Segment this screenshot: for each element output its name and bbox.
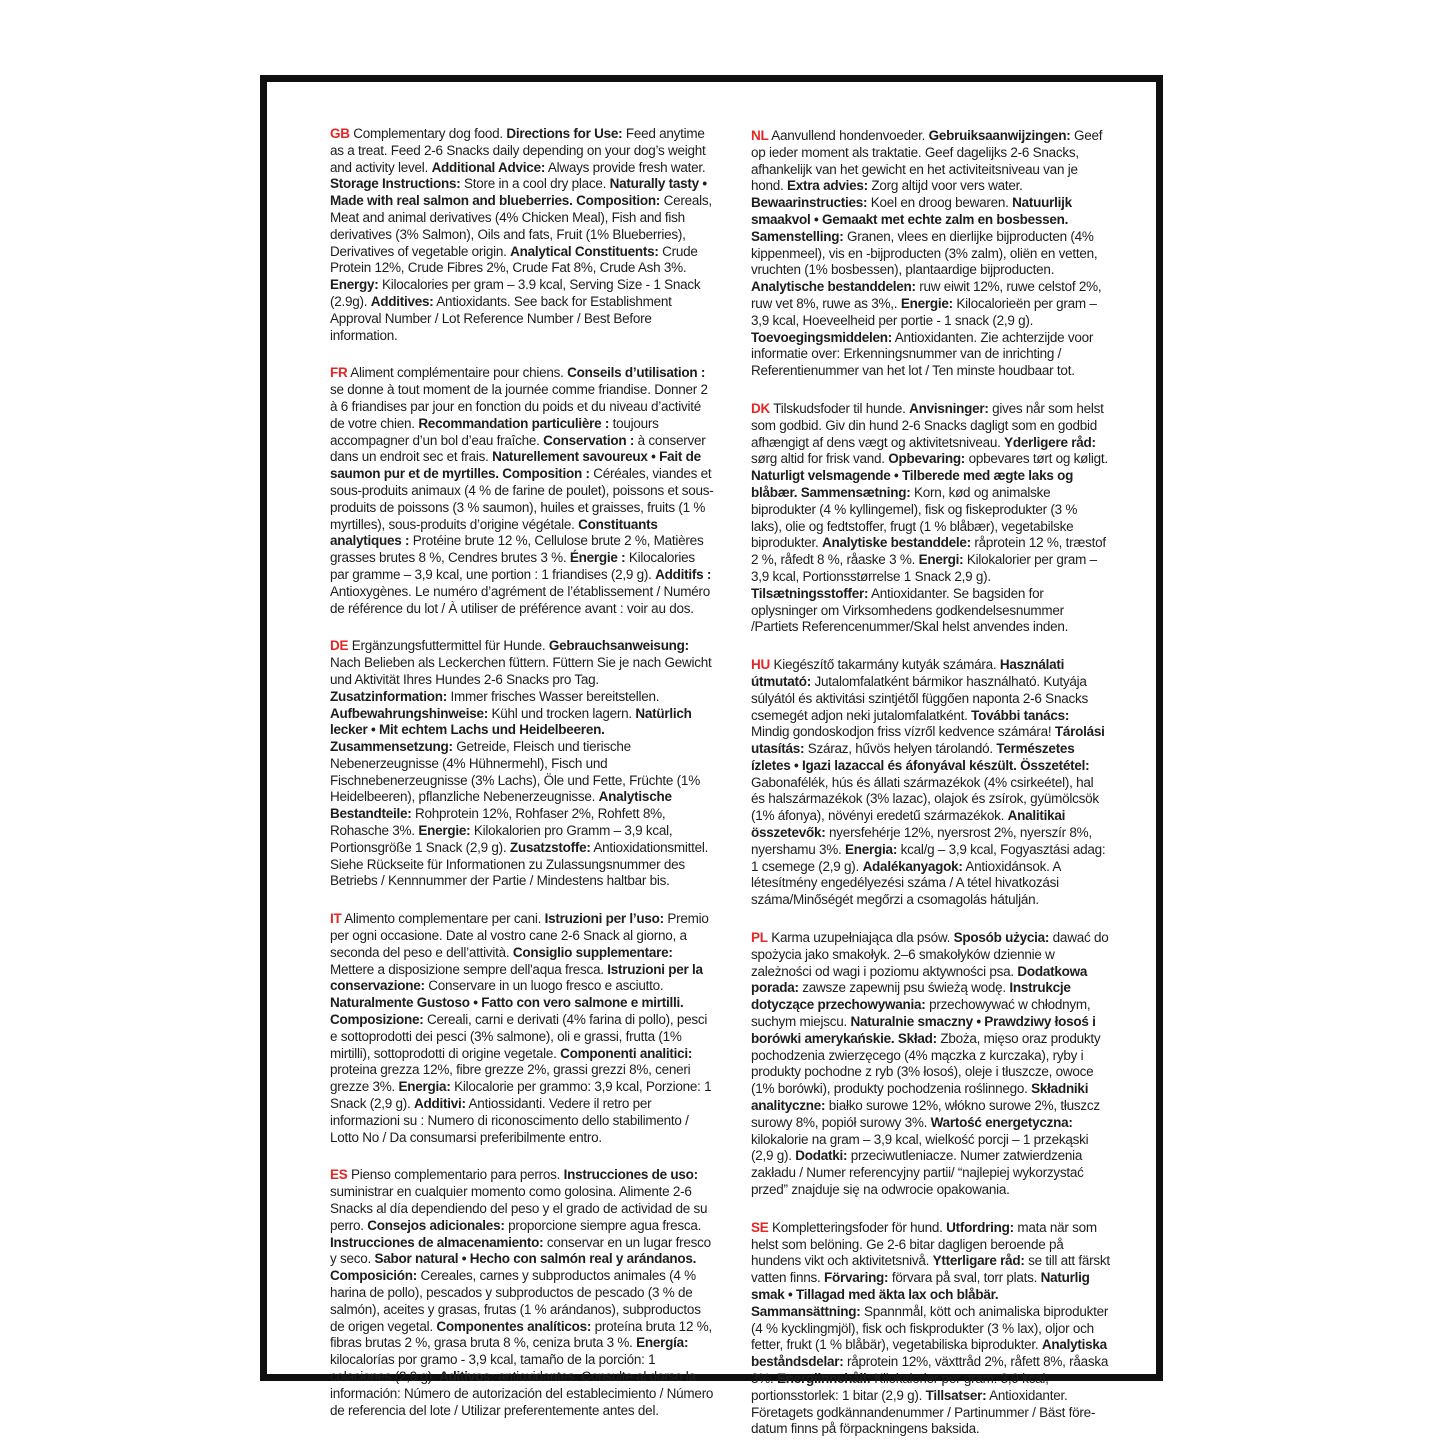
section-heading-text: Adalékanyagok: bbox=[862, 858, 963, 874]
section-body-text: Antioxygènes. Le numéro d’agrément de l’établissement / Numéro de référence du lot / À utiliser de préférence avant : voir au dos. bbox=[330, 583, 710, 616]
section-heading-text: Energi: bbox=[918, 552, 964, 568]
section-heading-text: Zusatzstoffe: bbox=[509, 839, 591, 855]
lang-code-es: ES bbox=[330, 1167, 348, 1183]
section-heading-text: Zusatzinformation: bbox=[330, 688, 447, 704]
section-heading-text: Tilsætningsstoffer: bbox=[751, 585, 869, 601]
section-body-text: mata när som helst som belöning. Ge 2-6 bitar dagligen beroende på hundens vikt och aktivitetsnivå. bbox=[751, 1219, 1097, 1269]
section-body-text: Koel en droog bewaren. bbox=[867, 195, 1013, 211]
section-body-text: Premio per ogni occasione. Date al vostro cane 2-6 Snack al giorno, a seconda del peso e dell’attività. bbox=[330, 911, 709, 960]
lang-section-hu bbox=[751, 657, 1110, 909]
lang-section-de bbox=[330, 638, 716, 890]
section-heading-text: Energia: bbox=[845, 841, 898, 857]
section-heading-text: Natürlich lecker • Mit echtem Lachs und Heidelbeeren. Zusammensetzung: bbox=[330, 705, 692, 755]
section-heading-text: Additifs : bbox=[655, 566, 712, 582]
section-heading-text: Składniki analityczne: bbox=[751, 1081, 1089, 1114]
lang-section-dk bbox=[751, 401, 1110, 636]
lang-section-pl bbox=[751, 930, 1110, 1199]
section-body-text: antioxidantes. Consulte al dorso la información: Número de autorización del establecimiento / Número de referencia del lote / Utilizar preferentemente antes del. bbox=[330, 1368, 714, 1418]
section-body-text: Spannmål, kött och animaliska biprodukter (4 % kycklingmjöl), fisk och fiskprodukter (3 % lax), oljor och fetter, frukt (1 % blåbär), vegetabiliska biprodukter. bbox=[751, 1303, 1109, 1353]
section-body-text: Alimento complementare per cani. bbox=[344, 911, 545, 927]
section-body-text: à conserver dans un endroit sec et frais. bbox=[330, 432, 706, 465]
section-heading-text: Storage Instructions: bbox=[330, 176, 461, 192]
section-heading-text: Analitikai összetevők: bbox=[751, 808, 1066, 841]
section-body-text: Always provide fresh water. bbox=[545, 159, 706, 175]
section-heading-text: Naturalmente Gustoso • Fatto con vero salmone e mirtilli. Composizione: bbox=[330, 995, 684, 1028]
section-body-text: Antioxidanter. Företagets godkännandenummer / Partinummer / Bäst före-datum finns på förpackningens baksida. bbox=[751, 1387, 1096, 1437]
section-body-text: przechowywać w chłodnym, suchym miejscu. bbox=[751, 997, 1091, 1030]
section-heading-text: Dodatki: bbox=[795, 1148, 848, 1164]
section-heading-text: Energie: bbox=[900, 295, 953, 311]
section-body-text: Kiegészítő takarmány kutyák számára. bbox=[773, 657, 1000, 673]
section-body-text: zawsze zapewnij psu świeżą wodę. bbox=[798, 980, 1010, 996]
section-heading-text: Yderligere råd: bbox=[1004, 434, 1096, 450]
section-heading-text: Analytische bestanddelen: bbox=[751, 279, 916, 295]
section-heading-text: Természetes ízletes • Igazi lazaccal és áfonyával készült. Összetétel: bbox=[751, 741, 1090, 773]
section-body-text: Granen, vlees en dierlijke bijproducten (4% kippenmeel), vis en -bijproducten (3% zalm), oliën en vetten, vruchten (1% bosbessen), plantaardige bijproducten. bbox=[751, 228, 1098, 278]
section-heading-text: Energía: bbox=[636, 1335, 689, 1351]
section-heading-text: Componenti analitici: bbox=[560, 1045, 693, 1061]
section-body-text: Kilocalories par gramme – 3,9 kcal, une portion : 1 friandises (2,9 g). bbox=[330, 550, 695, 582]
section-body-text: ruw eiwit 12%, ruwe celstof 2%, ruw vet 8%, ruwe as 3%,. bbox=[751, 279, 1102, 311]
section-body-text: sørg altid for frisk vand. bbox=[751, 451, 889, 467]
section-body-text: Cereali, carni e derivati (4% farina di pollo), pesci e sottoprodotti dei pesci (3% salmone), oli e grassi, frutta (1% mirtilli), sottoprodotti di origine vegetale. bbox=[330, 1012, 708, 1061]
lang-code-fr: FR bbox=[330, 365, 348, 381]
section-heading-text: Componentes analíticos: bbox=[436, 1318, 592, 1334]
section-heading-text: Analytische Bestandteile: bbox=[330, 789, 672, 822]
section-body-text: Száraz, hűvös helyen tárolandó. bbox=[804, 741, 997, 757]
section-heading-text: Recommandation particulière : bbox=[418, 415, 610, 431]
section-heading-text: Naturellement savoureux • Fait de saumon pur et de myrtilles. Composition : bbox=[330, 449, 701, 482]
section-body-text: Pienso complementario para perros. bbox=[351, 1167, 564, 1183]
section-body-text: Kilocalorieën per gram – 3,9 kcal, Hoeveelheid per portie - 1 snack (2,9 g). bbox=[751, 295, 1097, 328]
section-body-text: Kilocalorie per grammo: 3,9 kcal, Porzione: 1 Snack (2,9 g). bbox=[330, 1079, 712, 1112]
section-heading-text: Conservation : bbox=[543, 432, 635, 448]
section-heading-text: Instrucciones de almacenamiento: bbox=[330, 1234, 544, 1250]
section-heading-text: Naturalnie smaczny • Prawdziwy łosoś i borówki amerykańskie. Skład: bbox=[751, 1014, 1096, 1046]
section-body-text: Antioxidationsmittel. Siehe Rückseite für Informationen zu Zulassungsnummer des Betriebs / Kennnummer der Partie / Mindestens haltbar bis. bbox=[330, 839, 709, 889]
section-heading-text: Analytical Constituents: bbox=[510, 243, 659, 259]
section-body-text: kilocalorías por gramo - 3,9 kcal, tamaño de la porción: 1 colaciones (2,9 g). bbox=[330, 1352, 656, 1384]
section-heading-text: Énergie : bbox=[569, 550, 626, 566]
section-body-text: Geef op ieder moment als traktatie. Geef dagelijks 2-6 Snacks, afhankelijk van het gewicht en het activiteitsniveau van je hond. bbox=[751, 128, 1103, 194]
section-heading-text: Energia: bbox=[398, 1079, 451, 1095]
section-body-text: Ergänzungsfuttermittel für Hunde. bbox=[351, 638, 549, 654]
section-body-text: Gabonafélék, hús és állati származékok (4% csirkeétel), hal és halszármazékok (3% lazac), olajok és zsírok, gyümölcsök (1% áfonya), növényi eredetű származékok. bbox=[751, 774, 1099, 824]
section-body-text: kilokalorie na gram – 3,9 kcal, wielkość porcji – 1 przekąski (2,9 g). bbox=[751, 1131, 1089, 1164]
section-body-text: toujours accompagner d’un bol d’eau fraîche. bbox=[330, 415, 659, 448]
lang-section-fr bbox=[330, 365, 716, 617]
section-heading-text: Aufbewahrungshinweise: bbox=[330, 705, 489, 721]
section-body-text: Céréales, viandes et sous-produits animaux (4 % de farine de poulet), poissons et sous-produits de poissons (3 % saumon), huiles et graisses, fruits (1 % myrtilles), sous-produits d’origine végétale. bbox=[330, 466, 714, 532]
section-body-text: råprotein 12%, växttråd 2%, råfett 8%, råaska 3%. bbox=[751, 1354, 1109, 1386]
section-heading-text: Wartość energetyczna: bbox=[930, 1114, 1073, 1130]
section-body-text: Kilokalorier per gram: 3,9 kcal, portionsstorlek: 1 bitar (2,9 g). bbox=[751, 1370, 1049, 1403]
lang-code-nl: NL bbox=[751, 128, 769, 143]
right-column bbox=[751, 128, 1110, 1445]
section-body-text: förvara på sval, torr plats. bbox=[888, 1270, 1041, 1286]
section-body-text: Kilokalorien pro Gramm – 3,9 kcal, Portionsgröße 1 Snack (2,9 g). bbox=[330, 823, 673, 855]
section-body-text: proteína bruta 12 %, fibras brutas 2 %, grasa bruta 8 %, ceniza bruta 3 %. bbox=[330, 1318, 712, 1351]
section-heading-text: Instrukcje dotyczące przechowywania: bbox=[751, 980, 1071, 1013]
section-body-text: Aliment complémentaire pour chiens. bbox=[350, 365, 568, 381]
section-heading-text: Analytiska beståndsdelar: bbox=[751, 1337, 1107, 1370]
section-heading-text: Használati útmutató: bbox=[751, 657, 1065, 689]
section-body-text: Zboża, mięso oraz produkty pochodzenia zwierzęcego (4% mączka z kurczaka), ryby i produkty pochodne z ryb (3% łosoś), oleje i tłuszcze, owoce (1% borówki), produkty pochodzenia roślinnego. bbox=[751, 1030, 1101, 1097]
section-body-text: Store in a cool dry place. bbox=[460, 176, 610, 192]
section-heading-text: További tanács: bbox=[971, 707, 1070, 723]
section-body-text: Jutalomfalatként bármikor használható. Kutyája súlyától és aktivitási szintjétől függően naponta 2-6 Snacks csemegét adjon neki jutalomfalatként. bbox=[751, 673, 1088, 723]
section-heading-text: Consiglio supplementare: bbox=[512, 944, 673, 960]
lang-code-dk: DK bbox=[751, 400, 770, 416]
section-heading-text: Opbevaring: bbox=[888, 451, 966, 467]
section-heading-text: Analytiske bestanddele: bbox=[822, 535, 971, 551]
section-heading-text: Naturlig smak • Tillagad med äkta lax och blåbär. Sammansättning: bbox=[751, 1270, 1090, 1319]
section-body-text: Getreide, Fleisch und tierische Nebenerzeugnisse (4% Hühnermehl), Fisch und Fischnebenerzeugnisse (3% Lachs), Öle und Fette, Früchte (1% Heidelbeeren), pflanzliche Nebenerzeugnisse. bbox=[330, 739, 700, 805]
section-body-text: Antioxidants. See back for Establishment Approval Number / Lot Reference Number / Best Before information. bbox=[330, 293, 672, 343]
lang-code-de: DE bbox=[330, 638, 349, 654]
lang-code-it: IT bbox=[330, 911, 342, 927]
section-body-text: Zorg altijd voor vers water. bbox=[867, 178, 1023, 194]
section-body-text: kcal/g – 3,9 kcal, Fogyasztási adag: 1 csemege (2,9 g). bbox=[751, 841, 1106, 874]
section-body-text: Antioxidanter. Se bagsiden for oplysninger om Virksomhedens godkendelsesnummer /Partiets Referencenummer/Skal helst anvendes inden. bbox=[751, 585, 1069, 635]
lang-section-es bbox=[330, 1167, 716, 1419]
section-body-text: dawać do spożycia jako smakołyk. 2–6 smakołyków dziennie w zależności od wagi i poziomu aktywności psa. bbox=[751, 930, 1109, 979]
section-body-text: Korn, kød og animalske biprodukter (4 % kyllingemel), fisk og fiskeprodukter (3 % laks), olie og fedtstoffer, frugt (1 % blåbær), vegetabilske biprodukter. bbox=[751, 484, 1078, 551]
section-heading-text: Gebrauchsanweisung: bbox=[548, 638, 689, 654]
section-body-text: Mettere a disposizione sempre dell'aqua fresca. bbox=[330, 961, 608, 977]
lang-code-hu: HU bbox=[751, 657, 770, 673]
section-heading-text: Bewaarinstructies: bbox=[751, 195, 868, 211]
section-heading-text: Naturligt velsmagende • Tilberede med ægte laks og blåbær. Sammensætning: bbox=[751, 468, 1074, 500]
section-body-text: Protéine brute 12 %, Cellulose brute 2 %, Matières grasses brutes 8 %, Cendres brutes 3 %. bbox=[330, 533, 704, 566]
section-heading-text: Energiinnehåll: bbox=[777, 1370, 871, 1386]
section-body-text: Rohprotein 12%, Rohfaser 2%, Rohfett 8%, Rohasche 3%. bbox=[330, 806, 666, 839]
section-heading-text: Instrucciones de uso: bbox=[563, 1167, 698, 1183]
section-heading-text: Sposób użycia: bbox=[953, 930, 1050, 946]
section-heading-text: Consejos adicionales: bbox=[367, 1217, 505, 1233]
section-body-text: Crude Protein 12%, Crude Fibres 2%, Crude Fat 8%, Crude Ash 3%. bbox=[330, 243, 698, 276]
section-heading-text: Dodatkowa porada: bbox=[751, 963, 1088, 996]
section-heading-text: Natuurlijk smaakvol • Gemaakt met echte zalm en bosbessen. Samenstelling: bbox=[751, 195, 1072, 244]
section-body-text: Kilokalorier per gram – 3,9 kcal, Portionsstørrelse 1 Snack 2,9 g). bbox=[751, 552, 1097, 584]
section-heading-text: Gebruiksaanwijzingen: bbox=[928, 128, 1071, 143]
section-body-text: przeciwutleniacze. Numer zatwierdzenia zakładu / Numer referencyjny partii/ “najlepiej wykorzystać przed” znajduje się na odwrocie opakowania. bbox=[751, 1148, 1084, 1198]
section-body-text: nyersfehérje 12%, nyersrost 2%, nyerszír 8%, nyershamu 3%. bbox=[751, 825, 1092, 857]
left-column bbox=[330, 126, 716, 1440]
section-heading-text: Toevoegingsmiddelen: bbox=[751, 329, 893, 345]
section-heading-text: Additional Advice: bbox=[431, 159, 546, 175]
section-body-text: proteina grezza 12%, fibre grezze 2%, grassi grezzi 8%, ceneri grezze 3%. bbox=[330, 1062, 691, 1095]
section-heading-text: Additivi: bbox=[414, 1096, 466, 1112]
section-heading-text: Istruzioni per la conservazione: bbox=[330, 961, 703, 994]
section-body-text: Tilskudsfoder til hunde. bbox=[773, 400, 910, 416]
section-body-text: se till att färskt vatten finns. bbox=[751, 1253, 1110, 1286]
section-body-text: gives når som helst som godbid. Giv din hund 2-6 Snacks dagligt som en godbid afhængigt af dens vægt og aktivitetsniveau. bbox=[751, 400, 1104, 450]
lang-section-gb bbox=[330, 126, 716, 344]
section-body-text: Antioxidánsok. A létesítmény engedélyezési száma / A tétel hivatkozási száma/Minőségét megőrzi a csomagolás hátulján. bbox=[751, 858, 1061, 908]
section-body-text: Complementary dog food. bbox=[353, 126, 507, 141]
section-body-text: Cereals, Meat and animal derivatives (4% Chicken Meal), Fish and fish derivatives (3% Salmon), Oils and fats, Fruit (1% Blueberries), Derivatives of vegetable origin. bbox=[330, 193, 712, 259]
section-heading-text: Sabor natural • Hecho con salmón real y arándanos. Composición: bbox=[330, 1251, 697, 1284]
section-body-text: Cereales, carnes y subproductos animales (4 % harina de pollo), pescados y subproductos de pescado (3 % de salmón), aceites y grasas, frutas (1 % arándanos), subproductos de origen vegetal. bbox=[330, 1268, 701, 1334]
section-heading-text: Aditivos: bbox=[439, 1368, 495, 1384]
section-body-text: råprotein 12 %, træstof 2 %, råfedt 8 %, råaske 3 %. bbox=[751, 535, 1106, 568]
section-heading-text: Energie: bbox=[418, 823, 471, 839]
section-body-text: Kühl und trocken lagern. bbox=[488, 705, 636, 721]
section-body-text: Mindig gondoskodjon friss vízről kedvence számára! bbox=[751, 724, 1055, 740]
lang-section-se bbox=[751, 1220, 1110, 1438]
section-heading-text: Constituants analytiques : bbox=[330, 516, 658, 549]
section-heading-text: Anvisninger: bbox=[909, 400, 989, 416]
lang-code-gb: GB bbox=[330, 126, 350, 141]
section-body-text: Immer frisches Wasser bereitstellen. bbox=[447, 688, 660, 704]
section-heading-text: Ytterligare råd: bbox=[932, 1253, 1025, 1269]
section-heading-text: Additives: bbox=[370, 293, 434, 309]
section-body-text: Antioxidanten. Zie achterzijde voor informatie over: Erkenningsnummer van de inrichting / Referentienummer van het lot / Ten minste houdbaar tot. bbox=[751, 329, 1094, 379]
section-body-text: Aanvullend hondenvoeder. bbox=[771, 128, 929, 143]
lang-code-se: SE bbox=[751, 1219, 769, 1235]
section-heading-text: Energy: bbox=[330, 277, 379, 293]
section-heading-text: Förvaring: bbox=[824, 1270, 889, 1286]
section-body-text: opbevares tørt og køligt. bbox=[965, 451, 1108, 467]
section-body-text: suministrar en cualquier momento como golosina. Alimente 2-6 Snacks al día dependiendo del peso y el grado de actividad de su perro. bbox=[330, 1184, 708, 1233]
section-body-text: Nach Belieben als Leckerchen füttern. Füttern Sie je nach Gewicht und Aktivität Ihres Hundes 2-6 Snacks pro Tag. bbox=[330, 655, 712, 687]
section-heading-text: Conseils d’utilisation : bbox=[567, 365, 706, 381]
section-body-text: Antiossidanti. Vedere il retro per informazioni su : Numero di riconoscimento dello stabilimento / Lotto No / Da consumarsi preferibilmente entro. bbox=[330, 1096, 689, 1145]
section-heading-text: Tillsatser: bbox=[925, 1387, 987, 1403]
section-heading-text: Utfordring: bbox=[946, 1219, 1014, 1235]
section-body-text: se donne à tout moment de la journée comme friandise. Donner 2 à 6 friandises par jour en fonction du poids et du niveau d’activité de votre chien. bbox=[330, 382, 708, 431]
lang-section-nl bbox=[751, 128, 1110, 380]
lang-section-it bbox=[330, 911, 716, 1146]
section-body-text: conservar en un lugar fresco y seco. bbox=[330, 1234, 711, 1267]
section-body-text: proporcione siempre agua fresca. bbox=[504, 1217, 702, 1233]
section-body-text: Conservare in un luogo fresco e asciutto. bbox=[424, 978, 664, 994]
section-body-text: Karma uzupełniająca dla psów. bbox=[771, 930, 954, 946]
section-heading-text: Naturally tasty • Made with real salmon and blueberries. Composition: bbox=[330, 176, 707, 209]
section-body-text: Kompletteringsfoder för hund. bbox=[772, 1219, 947, 1235]
section-heading-text: Tárolási utasítás: bbox=[751, 724, 1105, 757]
section-body-text: białko surowe 12%, włókno surowe 2%, tłuszcz surowy 8%, popiół surowy 3%. bbox=[751, 1098, 1100, 1130]
section-body-text: Feed anytime as a treat. Feed 2-6 Snacks daily depending on your dog’s weight and activity level. bbox=[330, 126, 706, 175]
section-body-text: Kilocalories per gram – 3.9 kcal, Serving Size - 1 Snack (2.9g). bbox=[330, 277, 701, 309]
lang-code-pl: PL bbox=[751, 930, 768, 946]
section-heading-text: Istruzioni per l’uso: bbox=[544, 911, 664, 927]
section-heading-text: Directions for Use: bbox=[506, 126, 623, 141]
section-heading-text: Extra advies: bbox=[787, 178, 868, 194]
